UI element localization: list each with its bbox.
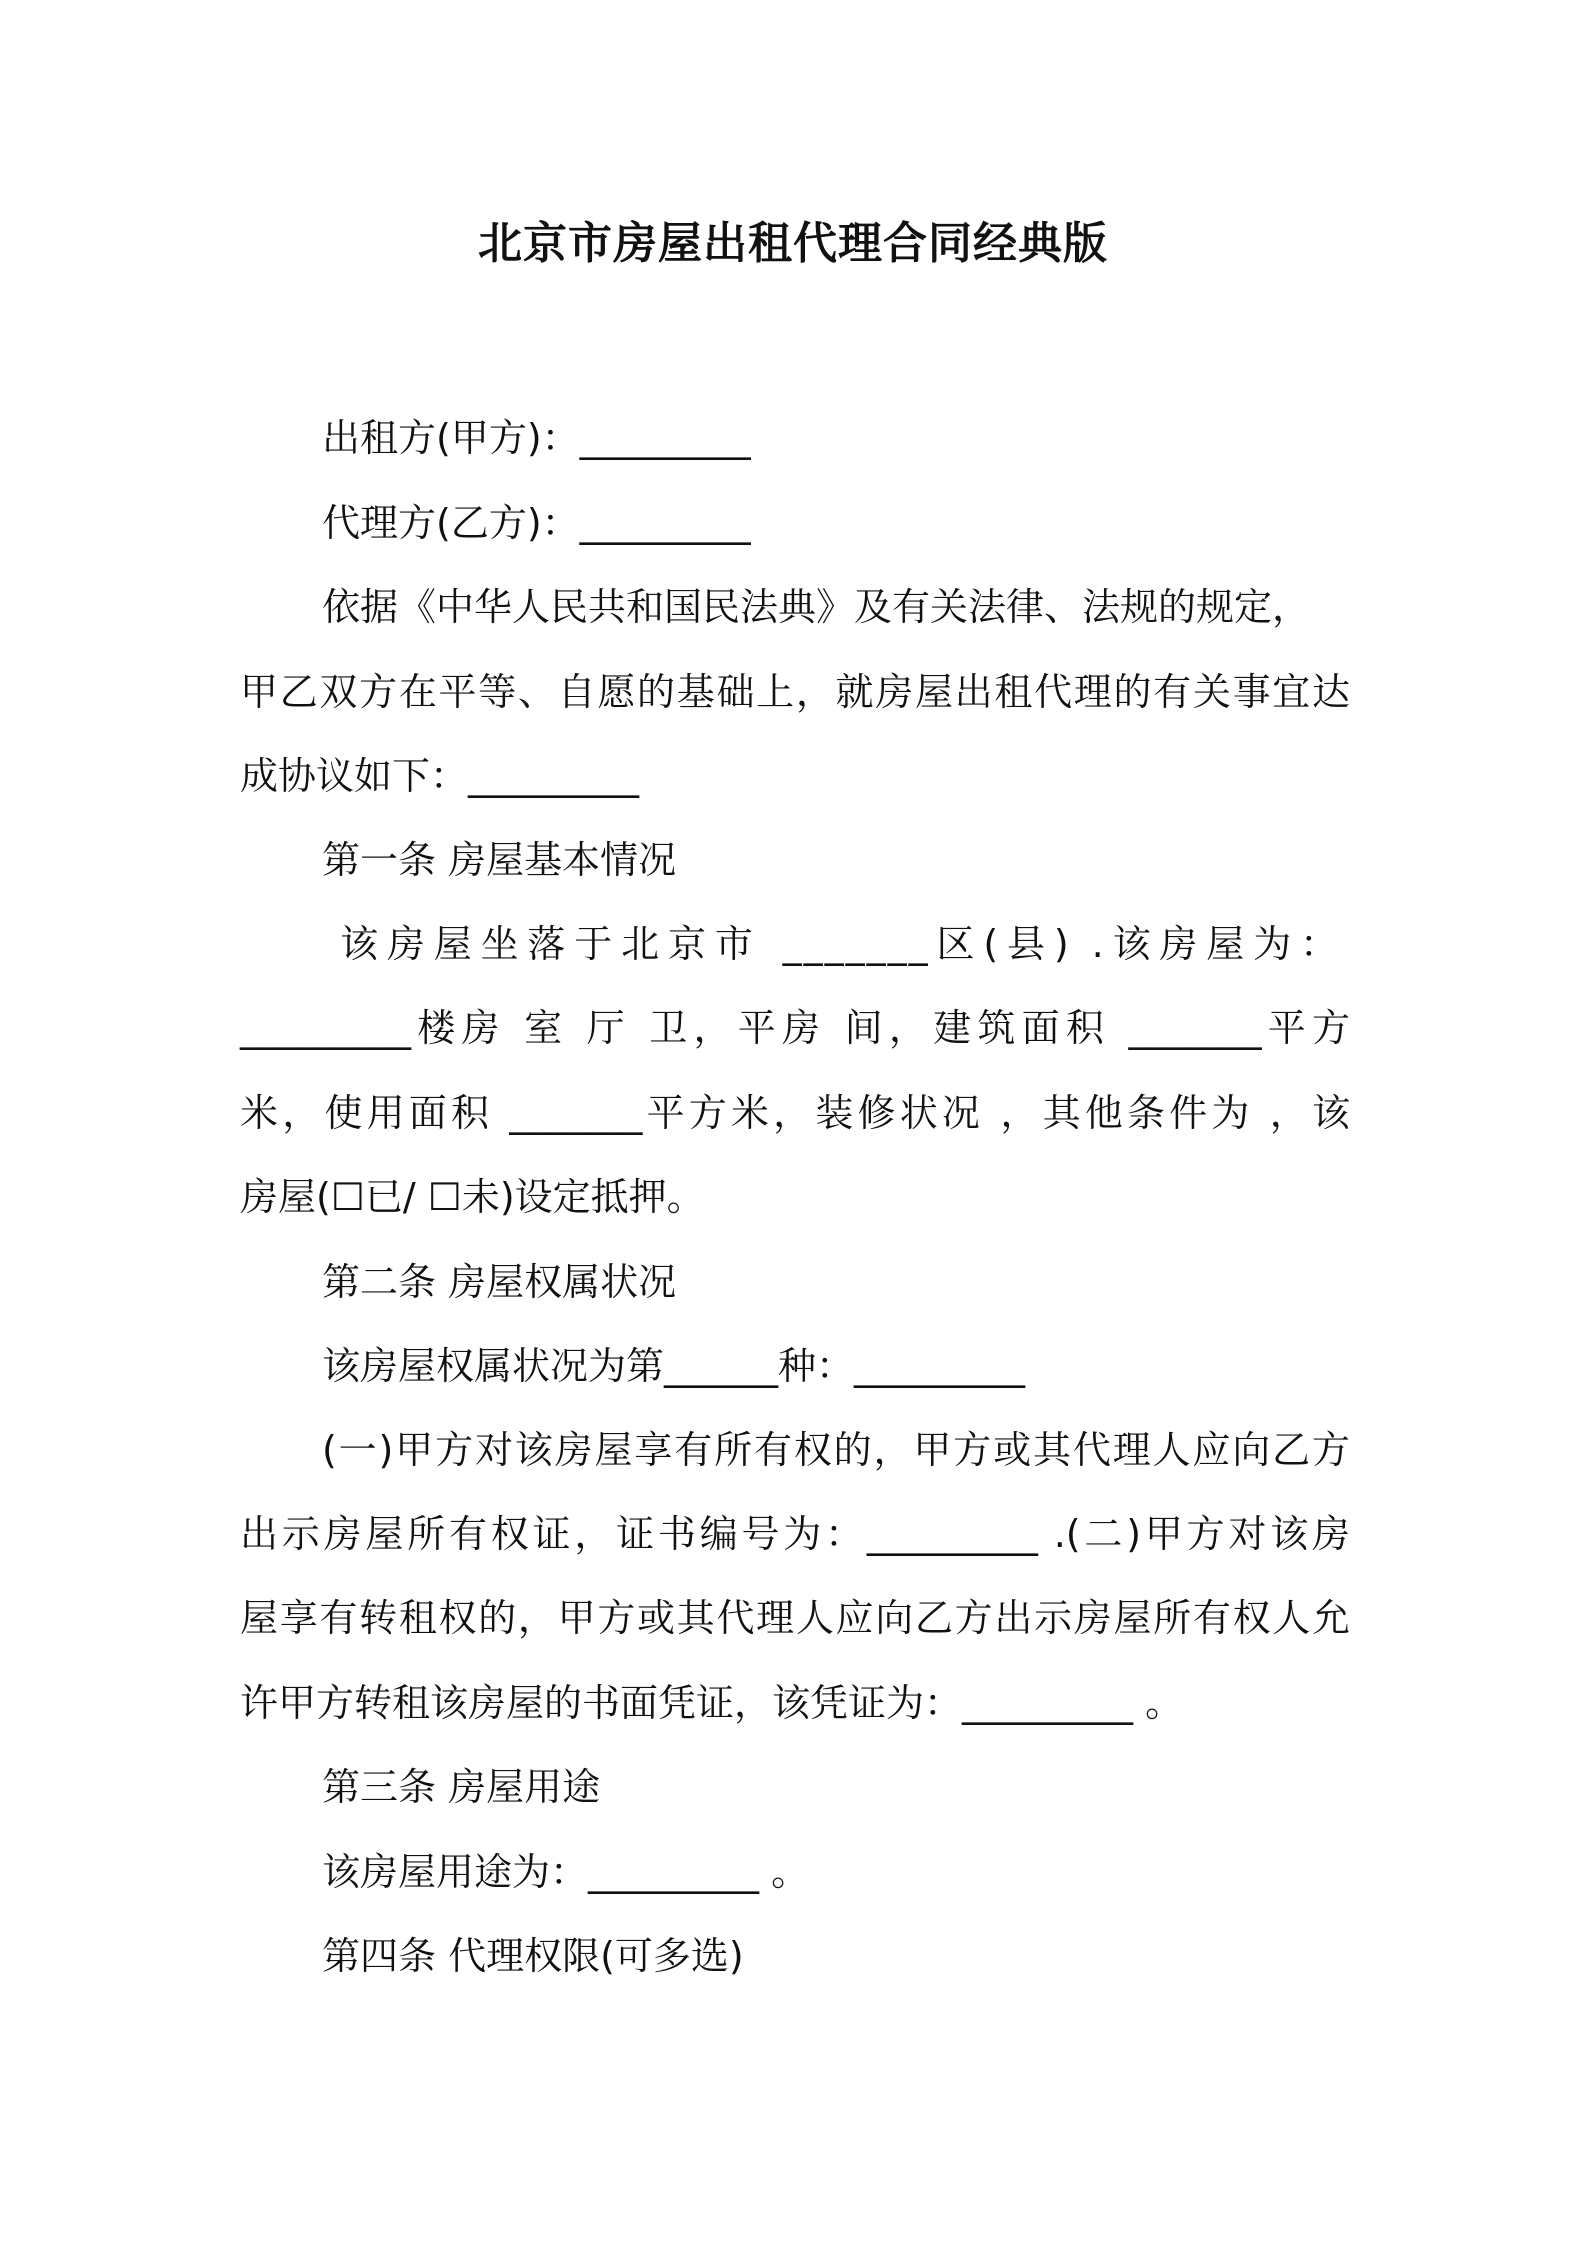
article-3-line-1: 该房屋用途为：_________ 。	[322, 1850, 810, 1894]
article-1-line-4: 房屋(☐已/ ☐未)设定抵押。	[240, 1175, 705, 1219]
article-2-line-3: 出示房屋所有权证，证书编号为：_________ .(二)甲方对该房	[240, 1512, 1350, 1556]
preamble-line-2: 甲乙双方在平等、自愿的基础上，就房屋出租代理的有关事宜达	[240, 670, 1350, 714]
preamble-line-1: 依据《中华人民共和国民法典》及有关法律、法规的规定，	[322, 585, 1311, 629]
document-title: 北京市房屋出租代理合同经典版	[478, 218, 1108, 269]
article-2-line-4: 屋享有转租权的，甲方或其代理人应向乙方出示房屋所有权人允	[240, 1596, 1350, 1640]
article-1-heading: 第一条 房屋基本情况	[322, 838, 677, 882]
article-1-line-3: 米，使用面积 _______平方米，装修状况 ，其他条件为 ，该	[240, 1091, 1350, 1135]
article-4-heading: 第四条 代理权限(可多选)	[322, 1934, 744, 1978]
article-3-heading: 第三条 房屋用途	[322, 1765, 601, 1809]
article-2-line-5: 许甲方转租该房屋的书面凭证，该凭证为：_________ 。	[240, 1681, 1184, 1725]
article-2-heading: 第二条 房屋权属状况	[322, 1260, 677, 1304]
article-1-line-2: _________楼房 室 厅 卫，平房 间，建筑面积 _______平方	[240, 1006, 1350, 1050]
preamble-line-3: 成协议如下：_________	[240, 754, 640, 798]
article-2-line-2: (一)甲方对该房屋享有所有权的，甲方或其代理人应向乙方	[322, 1428, 1350, 1472]
lessor-line: 出租方(甲方)：_________	[322, 416, 751, 460]
article-1-line-1: 该房屋坐落于北京市 _______区(县) .该房屋为：	[340, 922, 1340, 966]
agent-line: 代理方(乙方)：_________	[322, 501, 751, 545]
article-2-line-1: 该房屋权属状况为第______种：_________	[322, 1344, 1026, 1388]
